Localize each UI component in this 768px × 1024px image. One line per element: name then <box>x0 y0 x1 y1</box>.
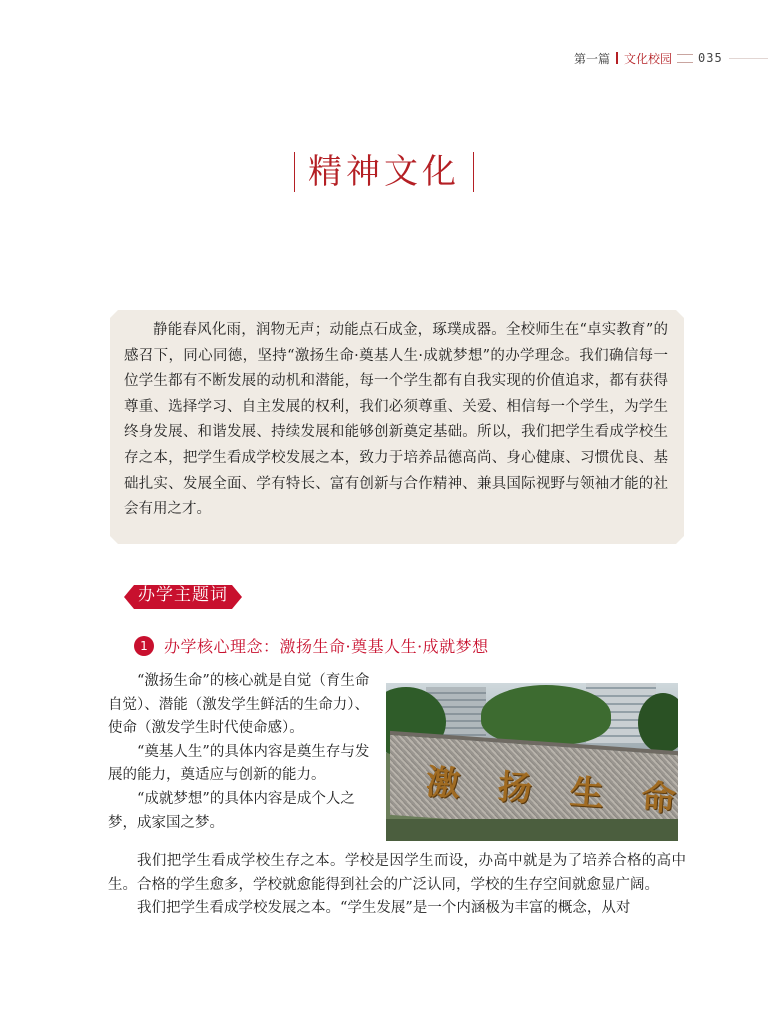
inscription-char: 生 <box>568 772 606 815</box>
campus-photo <box>386 683 678 841</box>
header-rule <box>729 58 768 59</box>
banner-label: 办学主题词 <box>138 585 228 605</box>
title-area <box>0 150 768 194</box>
subsection-title: 办学核心理念：激扬生命·奠基人生·成就梦想 <box>164 637 489 656</box>
photo-ground <box>386 819 678 841</box>
inscription-char: 激 <box>424 762 462 805</box>
paragraph-dream: “成就梦想”的具体内容是成个人之梦，成家国之梦。 <box>108 790 355 831</box>
left-column-text <box>108 670 382 835</box>
paragraph-vitality: “激扬生命”的核心就是自觉（育生命自觉）、潜能（激发学生鲜活的生命力）、使命（激发学生时代使命感）。 <box>108 673 370 737</box>
section-banner <box>124 585 242 609</box>
intro-paragraph: 静能春风化雨，润物无声；动能点石成金，琢璞成器。全校师生在“卓实教育”的感召下，同心同德，坚持“激扬生命·奠基人生·成就梦想”的办学理念。我们确信每一位学生都有不断发展的动机和潜能，每一个学生都有自我实现的价值追求，都有获得尊重、选择学习、自主发展的权利，我们必须尊重、关爱、相信每一个学生，为学生终身发展、和谐发展、持续发展和能够创新奠定基础。所以，我们把学生看成学校生存之本，把学生看成学校发展之本，致力于培养品德高尚、身心健康、习惯优良、基础扎实、发展全面、学有特长、富有创新与合作精神、兼具国际视野与领袖才能的社会有用之才。 <box>124 322 668 518</box>
page-title: 精神文化 <box>294 150 474 194</box>
subsection-heading <box>134 634 489 657</box>
subsection-number: 1 <box>134 636 154 656</box>
body-text <box>108 850 686 921</box>
inscription-char: 扬 <box>496 767 534 810</box>
paragraph-development: 我们把学生看成学校发展之本。“学生发展”是一个内涵极为丰富的概念，从对 <box>137 900 631 917</box>
running-header <box>574 47 768 69</box>
paragraph-foundation: “奠基人生”的具体内容是奠生存与发展的能力，奠适应与创新的能力。 <box>108 743 370 784</box>
header-section: 文化校园 <box>624 51 673 66</box>
page-number: 035 <box>698 51 723 65</box>
photo-tree <box>481 685 611 745</box>
header-divider <box>616 52 618 64</box>
header-ornament <box>677 54 693 63</box>
inscription-char: 命 <box>640 777 677 820</box>
header-part: 第一篇 <box>574 51 611 66</box>
paragraph-survival: 我们把学生看成学校生存之本。学校是因学生而设，办高中就是为了培养合格的高中生。合格的学生愈多，学校就愈能得到社会的广泛认同，学校的生存空间就愈显广阔。 <box>108 853 686 893</box>
